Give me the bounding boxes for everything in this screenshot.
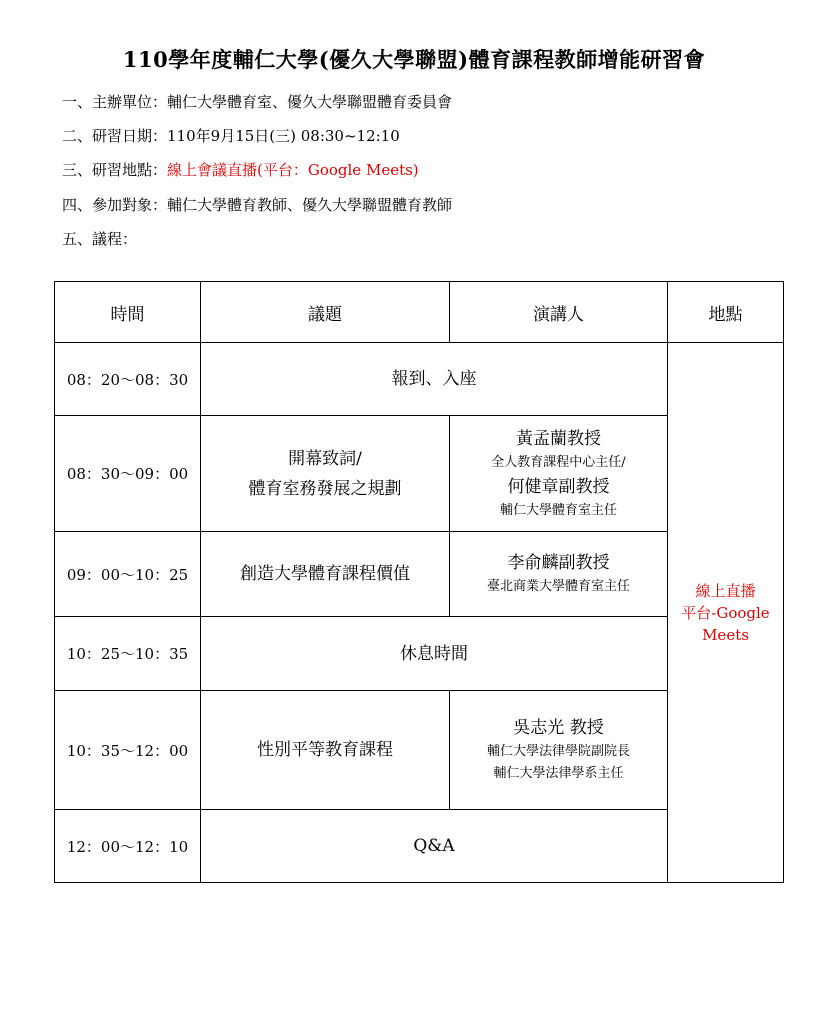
location-line: 平台-Google [681,603,770,622]
topic-cell: 性別平等教育課程 [201,691,450,810]
topic-cell: 報到、入座 [201,343,668,416]
speaker-name: 吳志光 教授 [513,718,604,738]
place-label: 三、研習地點： [62,161,168,179]
speaker-title: 輔仁大學法律學系主任 [493,766,624,781]
place-line [62,159,419,180]
agenda-table [54,281,784,883]
date-value: 110年9月15日(三) 08:30~12:10 [167,127,400,145]
date-line [62,125,400,146]
location-cell [668,343,784,883]
table-row [55,343,784,416]
page-title: 110學年度輔仁大學(優久大學聯盟)體育課程教師增能研習會 [122,47,706,72]
audience-value: 輔仁大學體育教師、優久大學聯盟體育教師 [167,196,453,214]
organizer-label: 一、主辦單位： [62,93,168,111]
topic-cell [201,416,450,532]
audience-label: 四、參加對象： [62,196,168,214]
time-cell: 12：00～12：10 [55,810,201,883]
time-cell: 08：30～09：00 [55,416,201,532]
header-topic: 議題 [201,282,450,343]
location-line: Meets [702,625,749,644]
header-speaker: 演講人 [450,282,668,343]
time-cell: 09：00～10：25 [55,532,201,617]
organizer-line [62,91,452,112]
location-line: 線上直播 [695,581,756,600]
table-header-row [55,282,784,343]
speaker-cell [450,691,668,810]
speaker-title: 全人教育課程中心主任/ [491,454,626,470]
topic-line: 體育室務發展之規劃 [248,478,402,499]
speaker-name: 黃孟蘭教授 [516,428,601,449]
date-label: 二、研習日期： [62,127,168,145]
topic-cell: Q&A [201,810,668,883]
time-cell: 10：35～12：00 [55,691,201,810]
header-location: 地點 [668,282,784,343]
speaker-cell [450,416,668,532]
organizer-value: 輔仁大學體育室、優久大學聯盟體育委員會 [167,93,453,111]
topic-line: 開幕致詞/ [288,448,362,469]
topic-cell: 休息時間 [201,617,668,691]
time-cell: 08：20～08：30 [55,343,201,416]
speaker-title: 輔仁大學法律學院副院長 [486,744,630,759]
audience-line [62,194,452,215]
speaker-cell [450,532,668,617]
speaker-title: 臺北商業大學體育室主任 [486,579,630,594]
time-cell: 10：25～10：35 [55,617,201,691]
speaker-name: 何健章副教授 [507,476,610,497]
topic-cell: 創造大學體育課程價值 [201,532,450,617]
header-time: 時間 [55,282,201,343]
place-value: 線上會議直播(平台：Google Meets) [167,161,419,179]
speaker-title: 輔仁大學體育室主任 [499,502,617,518]
agenda-label: 五、議程： [62,230,138,248]
speaker-name: 李俞麟副教授 [507,553,610,573]
